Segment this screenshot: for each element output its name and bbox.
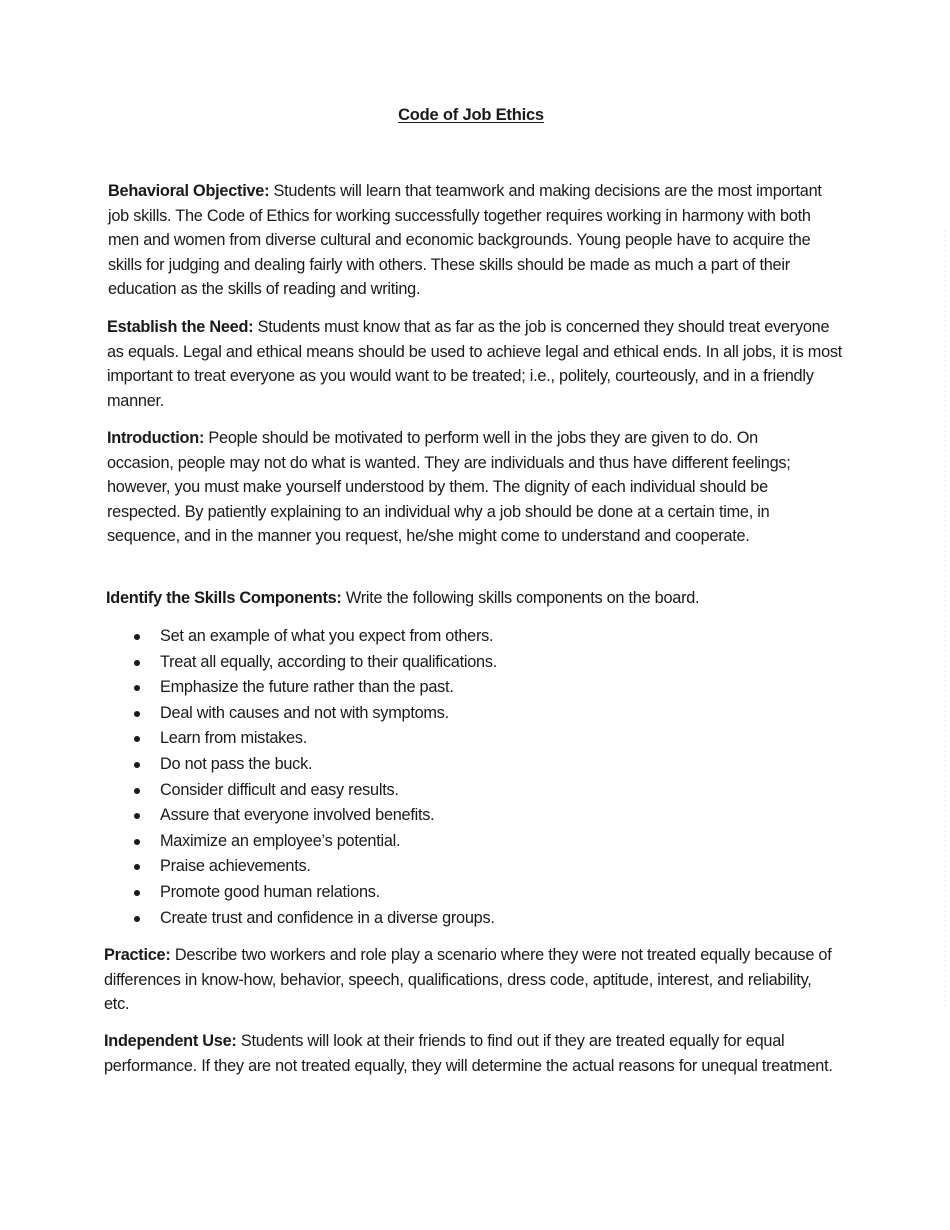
- section-heading: Introduction:: [107, 429, 205, 447]
- list-item: [130, 803, 497, 829]
- list-item-text: Do not pass the buck.: [160, 754, 313, 773]
- list-item-text: Deal with causes and not with symptoms.: [160, 703, 449, 722]
- section-establish-the-need: [107, 315, 843, 413]
- section-body: Students must know that as far as the job is concerned they should treat everyone as equals. Legal and ethical means should be used to achieve legal and ethical ends. In all jobs, it is most important to treat everyone as you would want to be treated; i.e., politely, courteously, and in a friendly manner.: [107, 318, 843, 410]
- list-item: [130, 675, 497, 701]
- bullet-icon: [134, 916, 140, 922]
- list-item: [130, 829, 497, 855]
- list-item: [130, 650, 497, 676]
- section-heading: Establish the Need:: [107, 318, 254, 336]
- bullet-icon: [134, 634, 140, 640]
- section-body: Describe two workers and role play a scenario where they were not treated equally because of differences in know-how, behavior, speech, qualifications, dress code, aptitude, interest, and reliability, etc.: [104, 946, 832, 1014]
- list-item-text: Set an example of what you expect from others.: [160, 627, 494, 645]
- list-item-text: Assure that everyone involved benefits.: [160, 806, 435, 825]
- section-body: Students will look at their friends to find out if they are treated equally for equal performance. If they are not treated equally, they will determine the actual reasons for unequal treatment.: [104, 1032, 833, 1075]
- list-item-text: Consider difficult and easy results.: [160, 780, 399, 799]
- section-introduction: [107, 426, 827, 549]
- list-item: [130, 906, 497, 932]
- list-item-text: Promote good human relations.: [160, 882, 380, 901]
- bullet-icon: [134, 890, 140, 896]
- bullet-icon: [134, 736, 140, 742]
- scan-edge-artifact: [944, 230, 946, 1010]
- bullet-icon: [134, 813, 140, 819]
- list-item-text: Maximize an employee’s potential.: [160, 831, 401, 850]
- bullet-icon: [134, 762, 140, 768]
- section-practice: [104, 943, 834, 1017]
- list-item: [130, 854, 497, 880]
- section-heading: Practice:: [104, 946, 171, 964]
- list-item-text: Create trust and confidence in a diverse groups.: [160, 908, 495, 927]
- bullet-icon: [134, 685, 140, 691]
- section-body: Write the following skills components on the board.: [341, 589, 700, 607]
- bullet-icon: [134, 660, 140, 666]
- list-item: [130, 624, 497, 650]
- section-heading: Identify the Skills Components:: [106, 589, 342, 607]
- list-item-text: Treat all equally, according to their qualifications.: [160, 652, 497, 671]
- section-heading: Behavioral Objective:: [108, 182, 270, 200]
- section-heading: Independent Use:: [104, 1032, 237, 1050]
- bullet-icon: [134, 839, 140, 845]
- list-item: [130, 778, 497, 804]
- section-behavioral-objective: [108, 179, 844, 302]
- bullet-icon: [134, 864, 140, 870]
- list-item-text: Learn from mistakes.: [160, 729, 308, 748]
- list-item-text: Emphasize the future rather than the past.: [160, 678, 454, 697]
- section-identify-skills-components: [106, 586, 846, 611]
- list-item: [130, 752, 497, 778]
- section-independent-use: [104, 1029, 834, 1078]
- bullet-icon: [134, 788, 140, 794]
- list-item: [130, 701, 497, 727]
- list-item: [130, 726, 497, 752]
- document-title: Code of Job Ethics: [398, 106, 544, 124]
- skills-list: [130, 624, 497, 931]
- bullet-icon: [134, 711, 140, 717]
- section-body: Students will learn that teamwork and making decisions are the most important job skills. The Code of Ethics for working successfully together requires working in harmony with both men and women from diverse cultural and economic backgrounds. Young people have to acquire the skills for judging and dealing fairly with others. These skills should be made as much a part of their education as the skills of reading and writing.: [108, 182, 822, 299]
- section-body: People should be motivated to perform well in the jobs they are given to do. On occasion, people may not do what is wanted. They are individuals and thus have different feelings; however, you must make yourself understood by them. The dignity of each individual should be respected. By patiently explaining to an individual why a job should be done at a certain time, in sequence, and in the manner you request, he/she might come to understand and cooperate.: [107, 429, 791, 546]
- list-item-text: Praise achievements.: [160, 857, 311, 876]
- list-item: [130, 880, 497, 906]
